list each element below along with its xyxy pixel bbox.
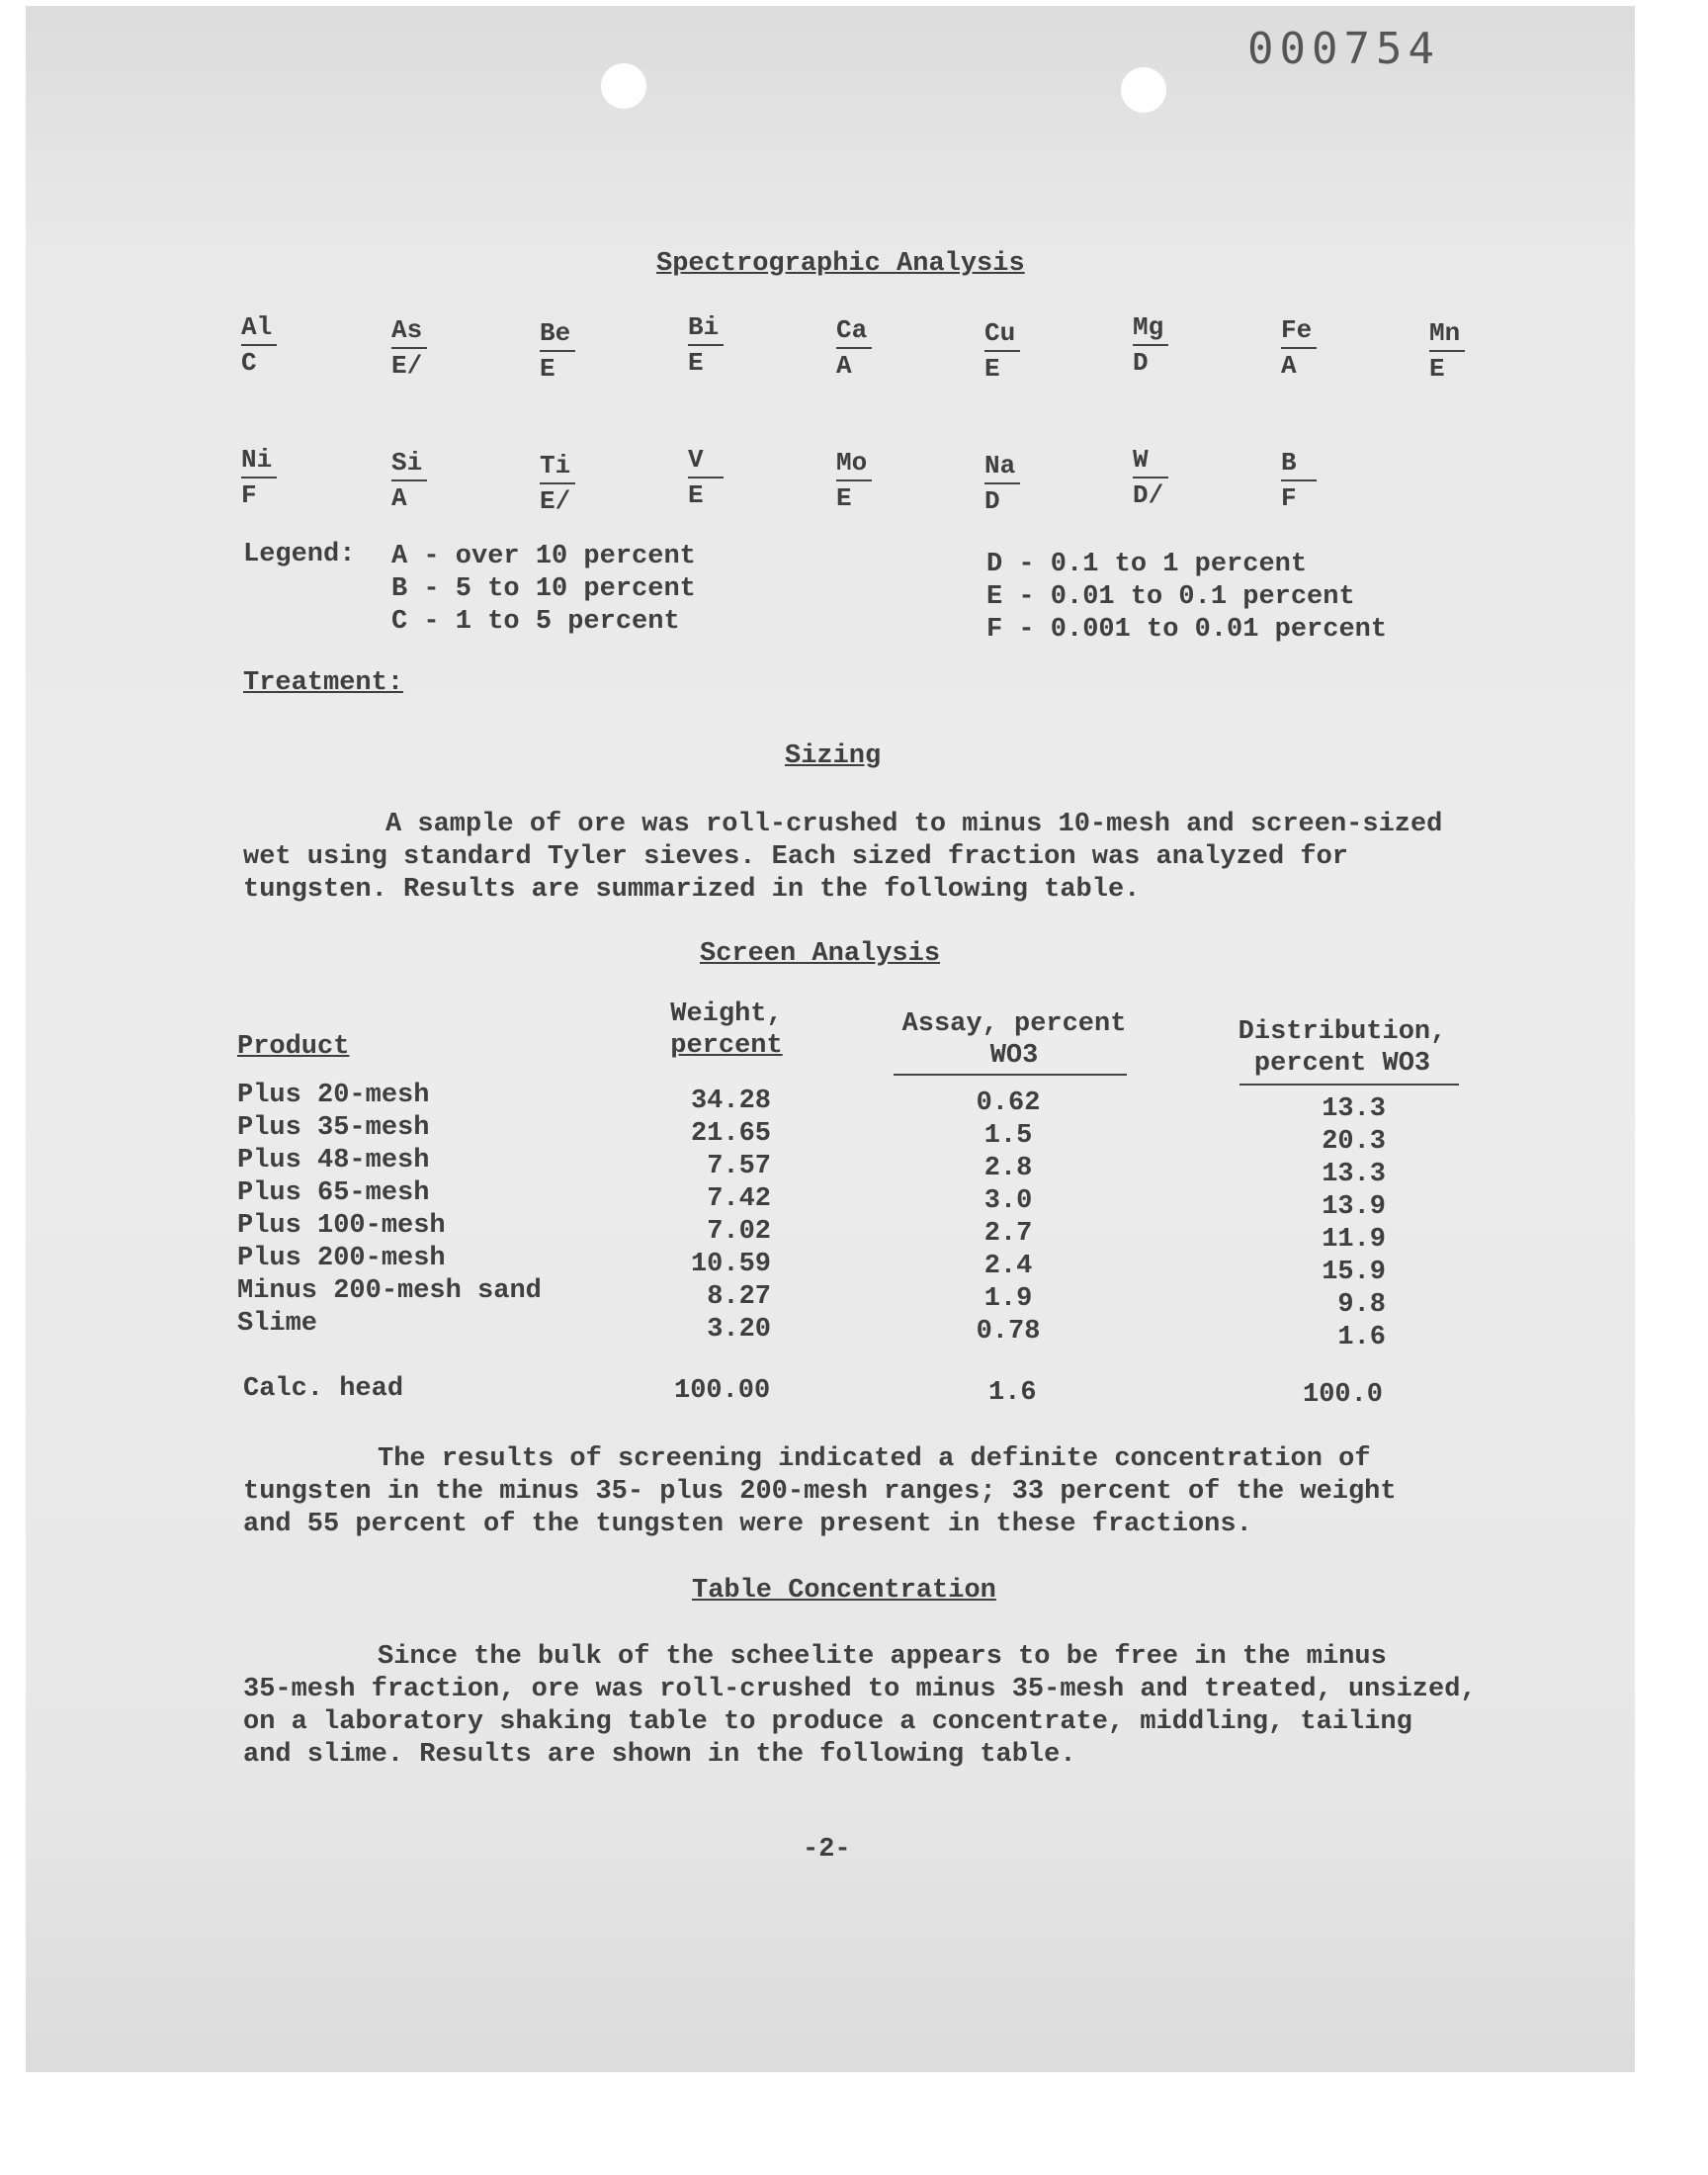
screen-title: Screen Analysis <box>700 939 941 969</box>
punch-hole-left <box>601 63 646 109</box>
element-class: F <box>241 480 257 510</box>
legend-label: Legend: <box>243 540 356 569</box>
weight-cell: 21.65 <box>690 1119 771 1149</box>
results-paragraph <box>243 1443 1498 1541</box>
element-class: D/ <box>1133 480 1164 510</box>
element-symbol: Be <box>540 316 575 352</box>
element-ca <box>836 313 915 383</box>
product-cell: Plus 35-mesh <box>237 1113 430 1143</box>
element-as <box>391 313 470 383</box>
element-class: E/ <box>391 351 423 381</box>
element-symbol: Cu <box>984 316 1020 352</box>
weight-column <box>633 1086 771 1347</box>
assay-cell: 3.0 <box>983 1186 1033 1216</box>
distribution-cell: 20.3 <box>1322 1127 1386 1157</box>
element-mo <box>836 446 915 515</box>
element-b <box>1281 446 1360 515</box>
dist-header-line2: percent WO3 <box>1253 1049 1431 1079</box>
element-bi <box>688 310 767 380</box>
sizing-line-3: tungsten. Results are summarized in the following table. <box>243 875 1141 905</box>
product-cell: Plus 65-mesh <box>237 1178 430 1208</box>
element-class: E <box>836 483 852 513</box>
product-header: Product <box>237 1032 350 1062</box>
element-class: E <box>688 480 704 510</box>
assay-cell: 2.7 <box>983 1219 1033 1249</box>
distribution-cell: 13.3 <box>1322 1094 1386 1124</box>
assay-cell: 1.5 <box>983 1121 1033 1151</box>
assay-header <box>886 1008 1143 1072</box>
product-cell: Plus 48-mesh <box>237 1146 430 1175</box>
document-id-stamp: 000754 <box>1247 24 1440 74</box>
element-symbol: Ni <box>241 443 277 478</box>
weight-cell: 3.20 <box>707 1315 771 1345</box>
results-line-1: The results of screening indicated a definite concentration of <box>378 1444 1371 1474</box>
product-cell: Plus 200-mesh <box>237 1244 446 1273</box>
results-line-2: tungsten in the minus 35- plus 200-mesh ranges; 33 percent of the weight <box>243 1477 1397 1507</box>
dist-header-line1: Distribution, <box>1238 1017 1447 1047</box>
table-conc-line-4: and slime. Results are shown in the following table. <box>243 1740 1076 1770</box>
table-conc-line-3: on a laboratory shaking table to produce a concentrate, middling, tailing <box>243 1707 1412 1737</box>
element-class: D <box>1133 348 1149 378</box>
element-symbol: V <box>688 443 724 478</box>
element-class: A <box>1281 351 1297 381</box>
element-symbol: Fe <box>1281 313 1317 349</box>
element-symbol: W <box>1133 443 1168 478</box>
element-class: E <box>688 348 704 378</box>
distribution-column <box>1285 1093 1386 1354</box>
product-column <box>237 1080 613 1341</box>
assay-cell: 0.62 <box>976 1088 1041 1118</box>
element-symbol: Ti <box>540 449 575 484</box>
total-distribution: 100.0 <box>1303 1380 1384 1410</box>
element-symbol: B <box>1281 446 1317 481</box>
product-cell: Slime <box>237 1309 318 1339</box>
element-class: E <box>1429 354 1445 384</box>
element-class: C <box>241 348 257 378</box>
legend-c: C - 1 to 5 percent <box>391 607 680 637</box>
sizing-paragraph <box>243 809 1498 907</box>
table-conc-line-1: Since the bulk of the scheelite appears to be free in the minus <box>378 1642 1387 1672</box>
element-class: A <box>836 351 852 381</box>
element-fe <box>1281 313 1360 383</box>
weight-cell: 7.02 <box>707 1217 771 1247</box>
element-class: E/ <box>540 486 571 516</box>
element-symbol: Mg <box>1133 310 1168 346</box>
distribution-cell: 13.3 <box>1322 1160 1386 1189</box>
element-symbol: Al <box>241 310 277 346</box>
weight-cell: 8.27 <box>707 1282 771 1312</box>
element-al <box>241 310 320 380</box>
legend-e: E - 0.01 to 0.1 percent <box>986 582 1355 612</box>
assay-header-line2: WO3 <box>989 1041 1039 1071</box>
element-be <box>540 316 619 386</box>
element-class: D <box>984 486 1000 516</box>
spectro-title: Spectrographic Analysis <box>656 249 1025 279</box>
element-mn <box>1429 316 1508 386</box>
element-ti <box>540 449 619 518</box>
element-w <box>1133 443 1212 512</box>
results-line-3: and 55 percent of the tungsten were present in these fractions. <box>243 1510 1252 1539</box>
assay-cell: 0.78 <box>976 1317 1041 1347</box>
table-conc-title: Table Concentration <box>692 1576 996 1606</box>
assay-cell: 2.8 <box>983 1154 1033 1183</box>
legend-b: B - 5 to 10 percent <box>391 574 696 604</box>
weight-cell: 34.28 <box>690 1087 771 1116</box>
element-na <box>984 449 1064 518</box>
assay-cell: 1.9 <box>983 1284 1033 1314</box>
table-conc-paragraph <box>243 1641 1498 1772</box>
dist-header <box>1224 1016 1461 1080</box>
element-symbol: Bi <box>688 310 724 346</box>
distribution-cell: 11.9 <box>1322 1225 1386 1255</box>
element-class: E <box>984 354 1000 384</box>
legend-f: F - 0.001 to 0.01 percent <box>986 615 1388 645</box>
element-mg <box>1133 310 1212 380</box>
element-symbol: Na <box>984 449 1020 484</box>
weight-header-line1: Weight, <box>670 1000 783 1029</box>
weight-cell: 10.59 <box>690 1250 771 1279</box>
treatment-heading: Treatment: <box>243 668 404 698</box>
table-conc-line-2: 35-mesh fraction, ore was roll-crushed to minus 35-mesh and treated, unsized, <box>243 1675 1477 1704</box>
assay-header-line1: Assay, percent <box>901 1009 1127 1039</box>
weight-header <box>642 999 811 1062</box>
sizing-title: Sizing <box>785 741 882 771</box>
total-weight: 100.00 <box>674 1376 771 1406</box>
element-symbol: As <box>391 313 427 349</box>
assay-column <box>949 1088 1068 1348</box>
distribution-cell: 13.9 <box>1322 1192 1386 1222</box>
sizing-line-1: A sample of ore was roll-crushed to minus 10-mesh and screen-sized <box>385 810 1443 839</box>
assay-cell: 2.4 <box>983 1252 1033 1281</box>
punch-hole-right <box>1121 67 1166 113</box>
distribution-cell: 9.8 <box>1337 1290 1386 1320</box>
element-symbol: Mo <box>836 446 872 481</box>
dist-header-rule <box>1239 1084 1459 1086</box>
element-si <box>391 446 470 515</box>
legend-d: D - 0.1 to 1 percent <box>986 550 1308 579</box>
element-class: A <box>391 483 407 513</box>
element-symbol: Mn <box>1429 316 1465 352</box>
element-cu <box>984 316 1064 386</box>
assay-header-rule <box>894 1074 1127 1076</box>
weight-cell: 7.57 <box>707 1152 771 1181</box>
product-cell: Minus 200-mesh sand <box>237 1276 542 1306</box>
product-cell: Plus 100-mesh <box>237 1211 446 1241</box>
element-symbol: Si <box>391 446 427 481</box>
total-assay: 1.6 <box>988 1378 1037 1408</box>
element-class: E <box>540 354 555 384</box>
page-number: -2- <box>803 1835 851 1865</box>
distribution-cell: 15.9 <box>1322 1258 1386 1287</box>
sizing-line-2: wet using standard Tyler sieves. Each sized fraction was analyzed for <box>243 842 1348 872</box>
total-product: Calc. head <box>243 1374 404 1404</box>
weight-header-line2: percent <box>670 1031 783 1061</box>
element-symbol: Ca <box>836 313 872 349</box>
weight-cell: 7.42 <box>707 1184 771 1214</box>
element-class: F <box>1281 483 1297 513</box>
element-v <box>688 443 767 512</box>
distribution-cell: 1.6 <box>1337 1323 1386 1352</box>
legend-a: A - over 10 percent <box>391 542 696 571</box>
element-ni <box>241 443 320 512</box>
product-cell: Plus 20-mesh <box>237 1081 430 1110</box>
